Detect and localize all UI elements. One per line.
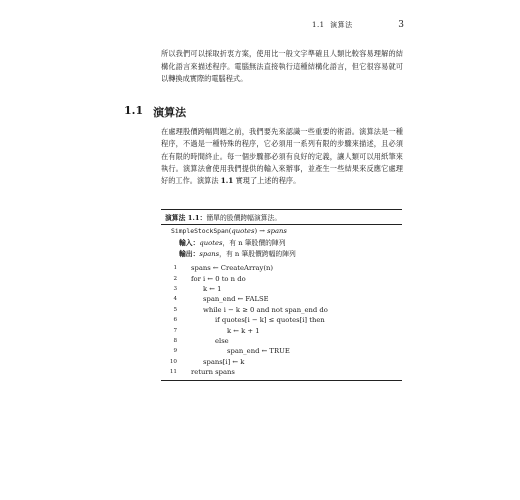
running-head: [312, 20, 404, 30]
algorithm-line: [161, 357, 402, 367]
line-code: for i ← 0 to n do: [191, 274, 246, 283]
line-number: 2: [173, 275, 177, 282]
algorithm-line: [161, 315, 402, 325]
algorithm-lines: [161, 263, 402, 377]
input-line: [179, 238, 402, 249]
line-code: if quotes[i − k] ≤ quotes[i] then: [215, 316, 325, 325]
algorithm-io: [179, 238, 402, 260]
output-line: [179, 249, 402, 260]
algorithm-line: [161, 305, 402, 315]
line-code: k ← 1: [203, 284, 222, 293]
algorithm-line: [161, 284, 402, 294]
body-text-1: 在處理股價跨幅問題之前，我們要先來認識一些重要的術語。演算法是一種程序，不過是一種特殊的程序，它必須用一系列有限的步驟來描述，且必須在有限的時間終止。每一個步驟都必須有良好的定義，讓人類可以用紙筆來執行。演算法會使用我們提供的輸入來辦事，並產生一些結果來反應它處理好的工作。演算法: [161, 127, 403, 186]
line-code: span_end ← FALSE: [203, 295, 269, 304]
algorithm-caption: [161, 210, 402, 225]
running-head-title: [312, 20, 353, 30]
line-number: 10: [169, 358, 177, 365]
line-code: return spans: [191, 368, 235, 377]
input-label: 輸入：: [179, 239, 200, 247]
algorithm-reference: 1.1: [220, 176, 234, 186]
algorithm-line: [161, 346, 402, 356]
algorithm-signature: SimpleStockSpan(quotes) → spans: [171, 227, 287, 235]
line-number: 1: [173, 265, 177, 272]
line-number: 7: [173, 327, 177, 334]
line-code: while i − k ≥ 0 and not span_end do: [203, 305, 328, 314]
algorithm-caption-text: 簡單的股價跨幅演算法。: [206, 214, 282, 222]
line-number: 6: [173, 317, 177, 324]
line-number: 8: [173, 337, 177, 344]
page-number: 3: [398, 20, 404, 30]
output-var: spans: [199, 250, 220, 258]
body-text-2: 實現了上述的程序。: [233, 176, 301, 186]
output-desc: ，有 n 筆股價跨幅的陣列: [219, 250, 296, 258]
intro-paragraph: 所以我們可以採取折衷方案，使用比一般文字準確且人類比較容易理解的結構化語言來描述程序。電腦無法直接執行這種結構化語言，但它很容易就可以轉換成實際的電腦程式。: [161, 49, 403, 83]
running-head-section: 1.1: [312, 21, 325, 29]
signature-arrow: →: [259, 227, 265, 235]
algorithm-box: [161, 209, 402, 381]
line-number: 5: [173, 306, 177, 313]
algorithm-line: [161, 325, 402, 335]
function-return: spans: [267, 227, 287, 235]
line-code: span_end ← TRUE: [227, 347, 290, 356]
algorithm-line: [161, 273, 402, 283]
section-number: 1.1: [124, 104, 144, 117]
function-param: quotes: [231, 227, 255, 235]
line-number: 11: [169, 369, 177, 376]
line-code: k ← k + 1: [227, 326, 260, 335]
line-code: spans ← CreateArray(n): [191, 264, 274, 273]
algorithm-caption-label: 演算法 1.1：: [165, 214, 207, 222]
running-head-label: 演算法: [330, 21, 353, 29]
algorithm-line: [161, 263, 402, 273]
line-number: 4: [173, 296, 177, 303]
algorithm-line: [161, 336, 402, 346]
line-number: 9: [173, 348, 177, 355]
line-number: 3: [173, 285, 177, 292]
function-name: SimpleStockSpan: [171, 227, 229, 235]
algorithm-line: [161, 294, 402, 304]
algorithm-line: [161, 367, 402, 377]
line-code: spans[i] ← k: [203, 357, 245, 366]
line-code: else: [215, 336, 229, 345]
input-desc: ，有 n 筆股價的陣列: [222, 239, 286, 247]
section-title: 演算法: [153, 106, 187, 119]
section-heading: [124, 104, 404, 120]
body-paragraph: [161, 126, 403, 187]
output-label: 輸出：: [179, 250, 200, 258]
input-var: quotes: [199, 239, 223, 247]
